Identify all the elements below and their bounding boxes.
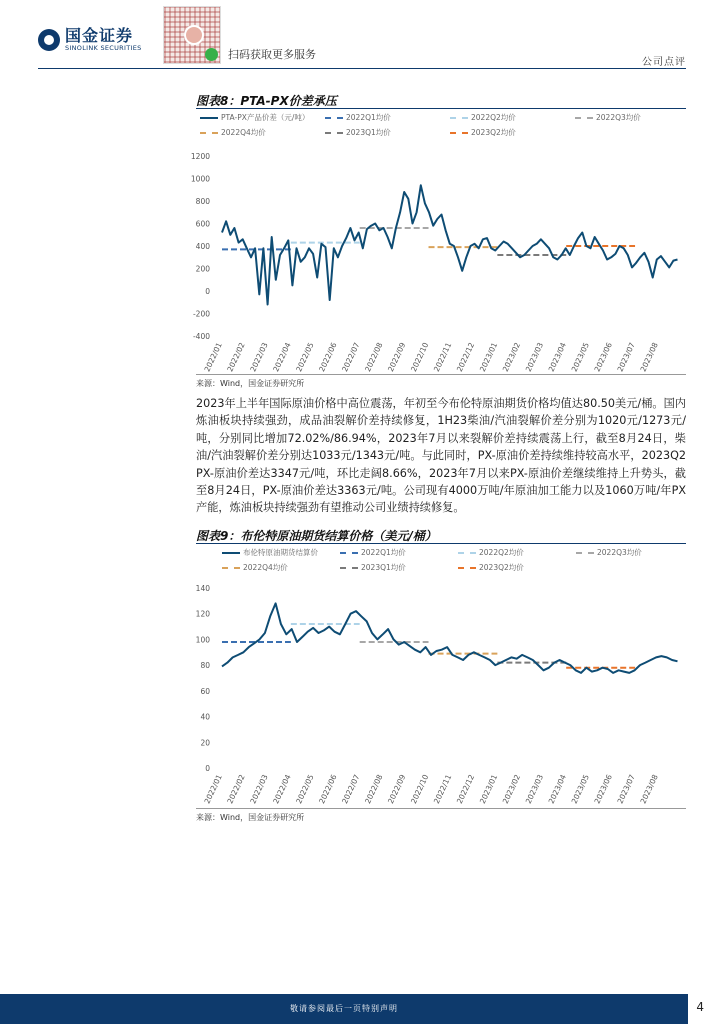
x-tick-label: 2023/07 [615,341,637,374]
page-number: 4 [696,1000,704,1014]
figure9-chart [196,582,686,804]
legend-item: 2023Q1均价 [340,562,406,573]
figure8-source: 来源：Wind，国金证券研究所 [196,379,305,388]
x-tick-label: 2022/10 [409,341,431,374]
x-tick-label: 2023/02 [500,341,523,374]
x-tick-label: 2023/04 [546,341,569,374]
figure8-legend [200,112,680,140]
legend-item: 2023Q2均价 [450,127,516,138]
y-tick-label: 400 [195,242,210,251]
sinolink-logo [38,28,142,52]
x-tick-label: 2022/11 [431,341,454,374]
x-tick-label: 2023/04 [546,773,569,806]
x-tick-label: 2023/01 [477,773,500,806]
figure9-svg [196,582,686,804]
legend-item: 2023Q2均价 [458,562,524,573]
x-tick-label: 2023/06 [592,341,614,374]
y-tick-label: 800 [195,197,210,206]
x-tick-label: 2022/04 [271,773,293,806]
legend-item: 2022Q4均价 [222,562,288,573]
y-tick-label: 60 [200,686,210,696]
logo-name-cn: 国金证券 [65,26,134,45]
x-tick-label: 2023/06 [592,773,614,806]
y-tick-label: 20 [200,738,210,748]
figure9-legend [222,547,682,575]
x-tick-label: 2022/07 [340,341,362,374]
x-tick-label: 2023/01 [477,341,500,374]
legend-item: 2022Q1均价 [340,547,406,558]
main-series-line [222,603,678,673]
figure9-title: 图表9：布伦特原油期货结算价格（美元/桶） [196,529,437,543]
report-type-label: 公司点评 [642,57,686,68]
x-tick-label: 2022/05 [294,773,316,806]
analysis-paragraph: 2023年上半年国际原油价格中高位震荡，年初至今布伦特原油期货价格均值达80.50美元/桶。国内炼油板块持续强劲，成品油裂解价差持续修复，1H23柴油/汽油裂解价差分别为1020元/1273元/吨，分别同比增加72.02%/86.94%，2023年7月以来裂解价差持续震荡上行，截至8月24日，柴油/汽油裂解价差分别达1033元/1343元/吨。与此同时，PX-原油价差持续维持较高水平，2023Q2 PX-原油价差达3347元/吨，环比走阔8.66%，2023年7月以来PX-原油价差继续维持上升势头，截至8月24日，PX-原油价差达3363元/吨。公司现有4000万吨/年原油加工能力以及1060万吨/年PX产能，炼油板块持续强劲有望推动公司业绩持续修复。 [196,397,686,515]
main-series-line [222,185,678,304]
y-tick-label: 600 [195,219,210,229]
x-tick-label: 2022/09 [386,773,408,806]
legend-item: 2022Q2均价 [450,112,516,123]
footer-disclaimer: 敬请参阅最后一页特别声明 [290,1004,398,1013]
y-tick-label: 140 [195,584,210,593]
legend-item: 2022Q1均价 [325,112,391,123]
x-tick-label: 2022/11 [431,773,454,806]
x-tick-label: 2022/03 [248,773,270,806]
y-tick-label: 100 [195,635,210,645]
x-tick-label: 2022/09 [386,341,408,374]
qr-center-logo-icon [184,25,204,45]
x-tick-label: 2023/05 [569,773,591,806]
logo-mark-icon [38,29,60,51]
legend-item: 2023Q1均价 [325,127,391,138]
x-tick-label: 2022/01 [202,773,224,806]
legend-item: 2022Q2均价 [458,547,524,558]
x-tick-label: 2022/01 [202,341,224,374]
figure8-title: 图表8：PTA-PX价差承压 [196,94,337,108]
y-tick-label: 40 [200,712,210,722]
x-tick-label: 2023/03 [523,341,546,374]
x-tick-label: 2022/07 [340,773,362,806]
figure8-svg [190,148,686,374]
figure9-source: 来源：Wind，国金证券研究所 [196,813,305,822]
x-tick-label: 2022/02 [225,341,247,374]
logo-name-en: SINOLINK SECURITIES [65,44,142,52]
x-tick-label: 2022/08 [363,773,385,806]
legend-item: 2022Q3均价 [576,547,642,558]
page-header [0,0,724,70]
x-tick-label: 2023/08 [638,341,660,374]
x-tick-label: 2023/07 [615,773,637,806]
x-tick-label: 2022/02 [225,773,247,806]
qr-code-icon[interactable] [163,6,221,64]
x-tick-label: 2023/03 [523,773,546,806]
y-tick-label: 200 [195,264,210,274]
wechat-badge-icon [205,48,218,61]
x-tick-label: 2022/08 [363,341,385,374]
figure8-top-rule [196,108,686,109]
header-divider [38,68,686,69]
y-tick-label: -400 [192,332,210,341]
x-tick-label: 2023/05 [569,341,591,374]
x-tick-label: 2022/04 [271,341,293,374]
scan-prompt: 扫码获取更多服务 [228,48,316,61]
figure9-top-rule [196,543,686,544]
x-tick-label: 2023/02 [500,773,523,806]
legend-item: PTA-PX产品价差（元/吨） [200,112,309,123]
x-tick-label: 2022/06 [317,341,339,374]
y-tick-label: 1200 [190,152,210,161]
x-tick-label: 2022/12 [454,341,477,374]
legend-item: 2022Q3均价 [575,112,641,123]
x-tick-label: 2022/03 [248,341,270,374]
y-tick-label: -200 [192,309,210,319]
x-tick-label: 2022/12 [454,773,477,806]
figure9-bottom-rule [196,808,686,809]
y-tick-label: 1000 [190,174,210,184]
figure8-bottom-rule [196,374,686,375]
y-tick-label: 80 [200,661,210,671]
legend-item: 2022Q4均价 [200,127,266,138]
x-tick-label: 2023/08 [638,773,660,806]
legend-item: 布伦特原油期货结算价 [222,547,318,558]
y-tick-label: 0 [205,287,210,296]
y-tick-label: 120 [195,609,210,619]
x-tick-label: 2022/05 [294,341,316,374]
y-tick-label: 0 [205,764,210,773]
x-tick-label: 2022/06 [317,773,339,806]
figure8-chart [190,148,686,374]
x-tick-label: 2022/10 [409,773,431,806]
